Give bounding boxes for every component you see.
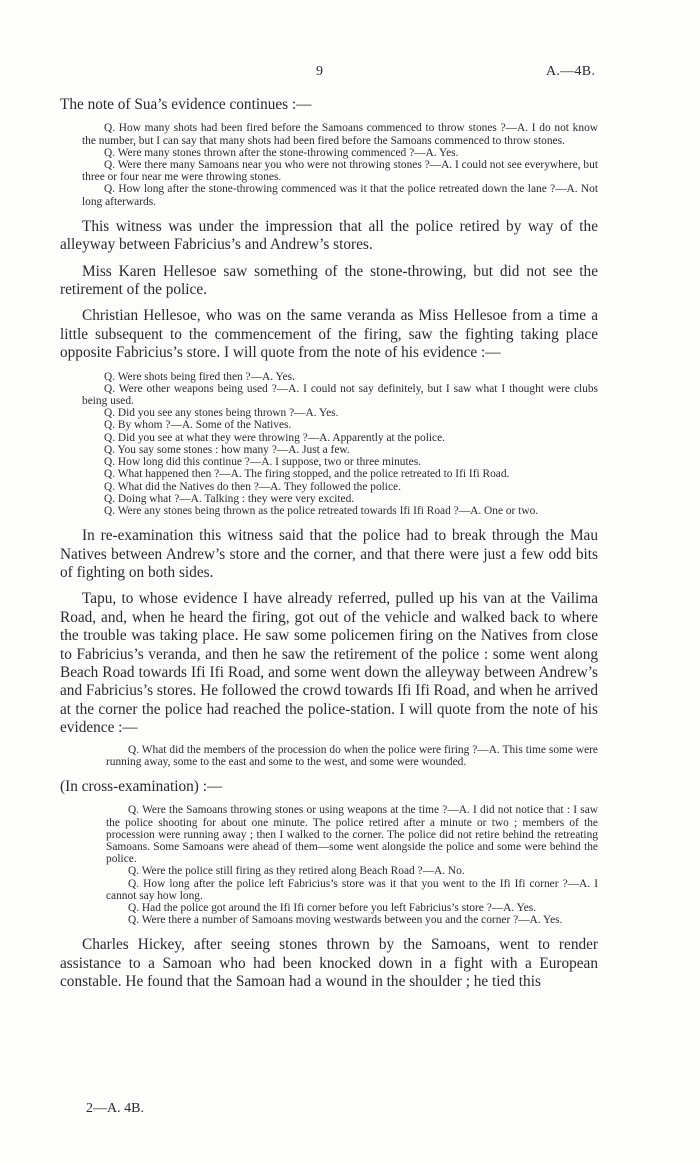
question-answer-line: Q. How long after the police left Fabricius’s store was it that you went to the Ifi Ifi corner ?—A. I cannot say how long. [106,877,598,902]
body-paragraph: Charles Hickey, after seeing stones thrown by the Samoans, went to render assistance to a Samoan who had been knocked down in a fight with a European constable. He found that the Samoan had a wound in the shoulder ; he tied this [60,936,598,991]
body-paragraph: The note of Sua’s evidence continues :— [60,96,312,113]
evidence-quote [82,371,598,517]
question-answer-line: Q. How long after the stone-throwing commenced was it that the police retreated down the lane ?—A. Not long afterwards. [82,183,598,208]
question-answer-line: Q. Were the Samoans throwing stones or using weapons at the time ?—A. I did not notice that : I saw the police shooting for about one minute. The police retired after a minute or two ; members of the procession were running away ; then I walked to the corner. The police did not retire behind the retreating Samoans. Some Samoans were ahead of them—some went alongside the police and some were behind the police. [106,804,598,866]
question-answer-line: Q. Were there many Samoans near you who were not throwing stones ?—A. I could not see everywhere, but three or four near me were throwing stones. [82,159,598,184]
body-paragraph: Miss Karen Hellesoe saw something of the stone-throwing, but did not see the retirement of the police. [60,262,598,299]
question-answer-line: Q. You say some stones : how many ?—A. Just a few. [104,443,350,456]
question-answer-line: Q. Were there a number of Samoans moving westwards between you and the corner ?—A. Yes. [128,914,563,927]
question-answer-line: Q. Were the police still firing as they retired along Beach Road ?—A. No. [128,865,465,878]
question-answer-line: Q. Were many stones thrown after the stone-throwing commenced ?—A. Yes. [104,146,459,159]
question-answer-line: Q. How long did this continue ?—A. I suppose, two or three minutes. [104,456,421,469]
question-answer-line: Q. Doing what ?—A. Talking : they were very excited. [104,492,355,505]
question-answer-line: Q. What did the Natives do then ?—A. They followed the police. [104,480,401,493]
question-answer-line: Q. Were any stones being thrown as the police retreated towards Ifi Ifi Road ?—A. One or two. [104,504,539,517]
body-paragraph: (In cross-examination) :— [60,777,223,795]
body-paragraph: In re-examination this witness said that the police had to break through the Mau Natives between Andrew’s store and the corner, and that there were just a few odd bits of fighting on both sides. [60,527,598,581]
page-body [60,96,598,1000]
body-paragraph: This witness was under the impression that all the police retired by way of the alleyway between Fabricius’s and Andrew’s stores. [60,217,598,254]
document-reference: A.—4B. [546,64,596,79]
evidence-quote [106,744,598,768]
question-answer-line: Q. What did the members of the procession do when the police were firing ?—A. This time some were running away, some to the east and some to the west, and some were wounded. [106,743,598,768]
question-answer-line: Q. Did you see at what they were throwing ?—A. Apparently at the police. [104,431,445,444]
question-answer-line: Q. Had the police got around the Ifi Ifi corner before you left Fabricius’s store ?—A. Yes. [128,902,537,915]
question-answer-line: Q. What happened then ?—A. The firing stopped, and the police retreated to Ifi Ifi Road. [104,468,510,481]
evidence-quote [106,804,598,926]
question-answer-line: Q. By whom ?—A. Some of the Natives. [104,419,292,432]
sheet-signature: 2—A. 4B. [86,1101,144,1116]
body-paragraph: Christian Hellesoe, who was on the same veranda as Miss Hellesoe from a time a little subsequent to the commencement of the firing, saw the fighting taking place opposite Fabricius’s store. I will quote from the note of his evidence :— [60,307,598,362]
question-answer-line: Q. Were shots being fired then ?—A. Yes. [104,370,295,383]
body-paragraph: Tapu, to whose evidence I have already referred, pulled up his van at the Vailima Road, and, when he heard the firing, got out of the vehicle and walked back to where the trouble was taking place. He saw some policemen firing on the Natives from close to Fabricius’s veranda, and then he saw the retirement of the police : some went along Beach Road towards Ifi Ifi Road, and some went down the alleyway between Andrew’s and Fabricius’s stores. He followed the crowd towards Ifi Ifi Road, and when he arrived at the corner the police had reached the police-station. I will quote from the note of his evidence :— [60,590,598,737]
page-number: 9 [316,64,323,79]
question-answer-line: Q. Did you see any stones being thrown ?—A. Yes. [104,407,339,420]
question-answer-line: Q. How many shots had been fired before the Samoans commenced to throw stones ?—A. I do not know the number, but I can say that many shots had been fired before the Samoans commenced to throw stones. [82,122,598,147]
evidence-quote [82,122,598,207]
question-answer-line: Q. Were other weapons being used ?—A. I could not say definitely, but I saw what I thought were clubs being used. [82,382,598,408]
